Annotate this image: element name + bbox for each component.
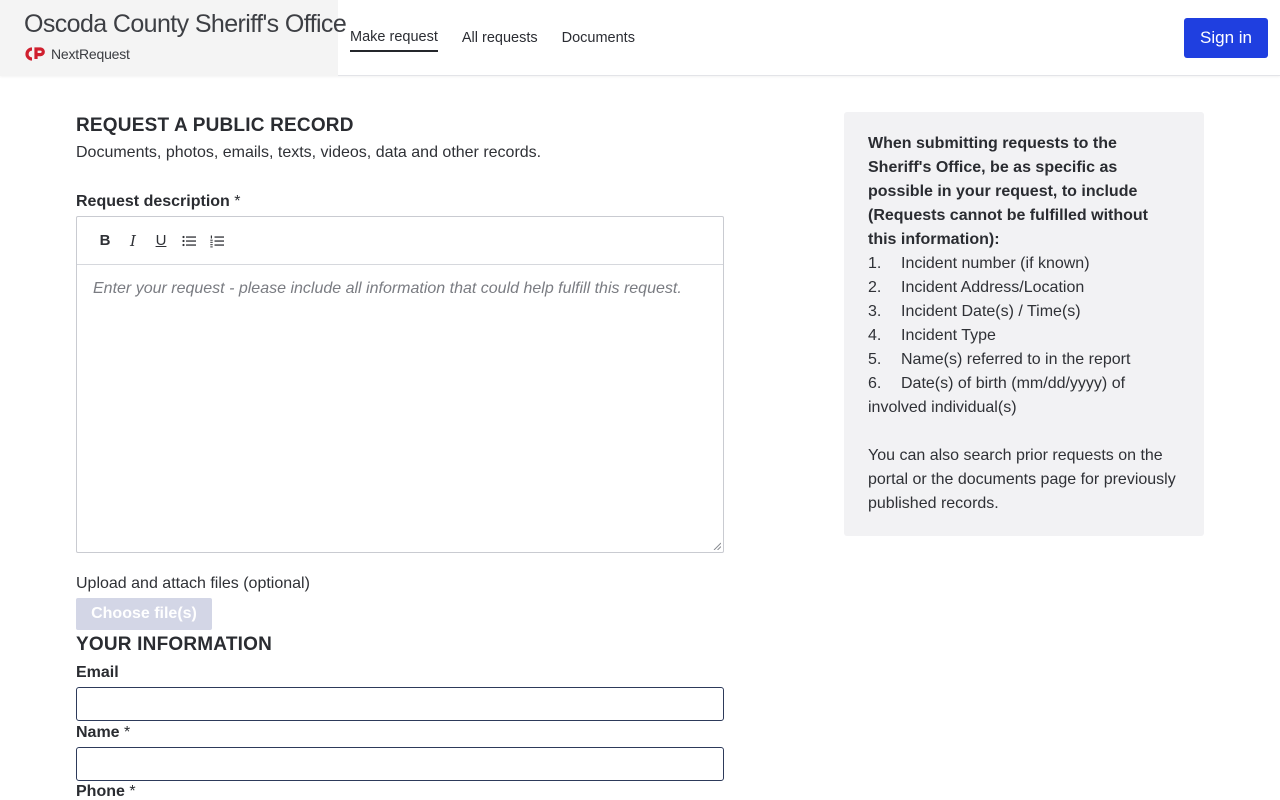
numbered-list-button[interactable] (203, 229, 231, 253)
list-text: Date(s) of birth (mm/dd/yyyy) of involved individual(s) (868, 375, 1126, 416)
choose-files-button[interactable]: Choose file(s) (76, 598, 212, 630)
name-label-text: Name (76, 724, 120, 741)
request-section-title: REQUEST A PUBLIC RECORD (76, 115, 354, 136)
bulleted-list-icon (182, 234, 196, 248)
bold-button[interactable]: B (99, 232, 111, 249)
list-number: 2. (868, 279, 882, 296)
email-label: Email (76, 664, 119, 681)
italic-button[interactable]: I (130, 231, 136, 250)
nav-make-request[interactable]: Make request (350, 24, 438, 52)
guidance-footer: You can also search prior requests on the portal or the documents page for previously published records. (868, 447, 1176, 512)
name-label (76, 724, 130, 742)
list-number: 6. (868, 375, 882, 392)
list-item (868, 252, 1180, 276)
list-item (868, 300, 1180, 324)
list-number: 4. (868, 327, 882, 344)
list-item (868, 348, 1180, 372)
list-text: Name(s) referred to in the report (901, 351, 1131, 368)
underline-button[interactable]: U (155, 232, 167, 249)
bulleted-list-button[interactable] (175, 229, 203, 253)
required-asterisk: * (124, 724, 131, 741)
list-number: 3. (868, 303, 882, 320)
email-field[interactable] (76, 687, 724, 721)
spacer (868, 420, 1180, 444)
list-item (868, 372, 1180, 420)
list-text: Incident number (if known) (901, 255, 1090, 272)
list-item (868, 324, 1180, 348)
request-description-input[interactable]: Enter your request - please include all information that could help fulfill this request. (93, 280, 682, 297)
phone-label (76, 783, 136, 800)
nav-documents[interactable]: Documents (561, 30, 635, 46)
request-description-editor (76, 216, 724, 553)
editor-toolbar (77, 217, 723, 265)
upload-label: Upload and attach files (optional) (76, 575, 310, 592)
brand-block[interactable] (0, 0, 347, 76)
nextrequest-logo-icon (25, 47, 46, 61)
required-asterisk: * (129, 783, 136, 800)
list-item (868, 276, 1180, 300)
request-section-subtitle: Documents, photos, emails, texts, videos, data and other records. (76, 144, 542, 161)
list-text: Incident Type (901, 327, 996, 344)
name-field[interactable] (76, 747, 724, 781)
guidance-intro: When submitting requests to the Sheriff's Office, be as specific as possible in your request, to include (Requests cannot be fulfilled without this information): (868, 135, 1148, 248)
agency-title[interactable]: Oscoda County Sheriff's Office (24, 10, 347, 38)
top-header (0, 0, 1280, 76)
guidance-list (868, 252, 1180, 420)
nav-all-requests[interactable]: All requests (461, 30, 538, 46)
resize-handle-icon[interactable] (713, 542, 721, 550)
list-text: Incident Address/Location (901, 279, 1085, 296)
nextrequest-brand (25, 45, 130, 63)
list-text: Incident Date(s) / Time(s) (901, 303, 1081, 320)
required-asterisk: * (234, 193, 241, 210)
list-number: 5. (868, 351, 882, 368)
main-nav (350, 0, 659, 76)
list-number: 1. (868, 255, 882, 272)
phone-label-text: Phone (76, 783, 125, 800)
request-description-label (76, 193, 241, 211)
numbered-list-icon (210, 234, 224, 248)
nextrequest-name: NextRequest (51, 46, 130, 62)
sign-in-button[interactable]: Sign in (1184, 18, 1268, 58)
request-description-label-text: Request description (76, 193, 230, 210)
your-information-title: YOUR INFORMATION (76, 634, 273, 655)
request-guidance-panel (844, 112, 1204, 536)
